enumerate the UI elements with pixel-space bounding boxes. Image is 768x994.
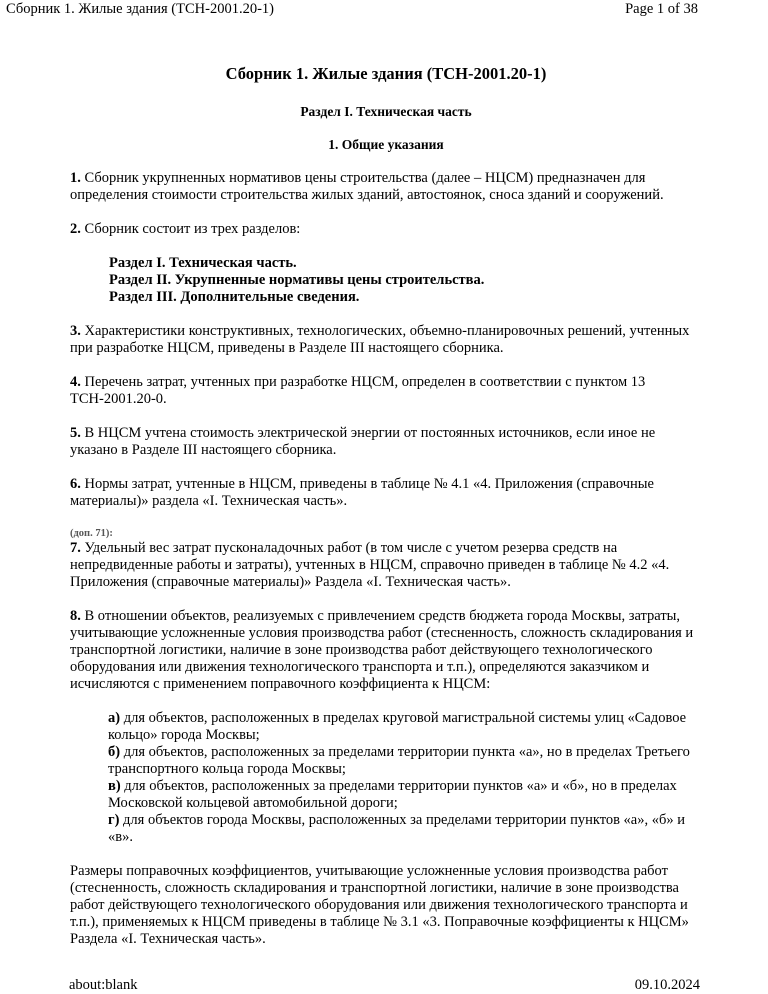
paragraph-number: 8.	[70, 608, 81, 624]
paragraph-text: Характеристики конструктивных, технологических, объемно-планировочных решений, учтенных при разработке НЦСМ, приведены в Разделе III настоящего сборника.	[70, 323, 690, 356]
zone-list-item	[108, 812, 702, 846]
zone-text: для объектов, расположенных за пределами территории пунктов «а» и «б», но в пределах Московской кольцевой автомобильной дороги;	[108, 778, 677, 811]
zone-list-item	[108, 710, 702, 744]
paragraph-4	[70, 374, 702, 408]
paragraph-8	[70, 608, 702, 693]
paragraph-3	[70, 323, 702, 357]
zone-text: для объектов, расположенных в пределах круговой магистральной системы улиц «Садовое кольцо» города Москвы;	[108, 710, 687, 743]
page-number: Page 1 of 38	[625, 1, 698, 17]
paragraph-text: В НЦСМ учтена стоимость электрической энергии от постоянных источников, если иное не указано в Разделе III настоящего сборника.	[70, 425, 656, 458]
subsection-title: 1. Общие указания	[328, 137, 444, 152]
zone-letter: г)	[108, 812, 120, 828]
document-body	[70, 64, 702, 965]
zone-text: для объектов города Москвы, расположенных за пределами территории пунктов «а», «б» и «в».	[108, 812, 686, 845]
zone-list-item	[108, 778, 702, 812]
zone-letter: б)	[108, 744, 121, 760]
paragraph-text: Перечень затрат, учтенных при разработке НЦСМ, определен в соответствии с пунктом 13 ТСН-2001.20-0.	[70, 374, 646, 407]
zone-letter: в)	[108, 778, 121, 794]
paragraph-text: Удельный вес затрат пусконаладочных работ (в том числе с учетом резерва средств на непредвиденные работы и затраты), учтенных в НЦСМ, справочно приведен в таблице № 4.2 «4. Приложения (справочные материалы)» Раздела «I. Техническая часть».	[70, 540, 670, 590]
paragraph-9: Размеры поправочных коэффициентов, учитывающие усложненные условия производства работ (стесненность, сложность складирования и транспортной логистики, наличие в зоне производства работ действующего технологического оборудования или движения технологического транспорта и т.п.), применяемых к НЦСМ приведены в таблице № 3.1 «3. Поправочные коэффициенты к НЦСМ» Раздела «I. Техническая часть».	[70, 863, 689, 947]
paragraph-number: 2.	[70, 221, 81, 237]
paragraph-text: В отношении объектов, реализуемых с привлечением средств бюджета города Москвы, затраты, учитывающие усложненные условия производства работ (стесненность, сложность складирования и транспортной логистики, наличие в зоне производства работ действующего технологического оборудования или движения технологического транспорта и т.п.), определяются заказчиком и исчисляются с применением поправочного коэффициента к НЦСМ:	[70, 608, 694, 692]
amendment-note: (доп. 71):	[70, 528, 113, 539]
paragraph-6	[70, 476, 702, 510]
sections-list-item: Раздел III. Дополнительные сведения.	[109, 289, 360, 305]
zone-letter: а)	[108, 710, 121, 726]
paragraph-7	[70, 540, 702, 591]
paragraph-number: 1.	[70, 170, 81, 186]
document-title: Сборник 1. Жилые здания (ТСН-2001.20-1)	[225, 64, 547, 83]
paragraph-1	[70, 170, 702, 204]
zone-list	[108, 710, 702, 846]
paragraph-number: 5.	[70, 425, 81, 441]
paragraph-number: 7.	[70, 540, 81, 556]
paragraph-text: Сборник укрупненных нормативов цены строительства (далее – НЦСМ) предназначен для определения стоимости строительства жилых зданий, автостоянок, сноса зданий и сооружений.	[70, 170, 664, 203]
paragraph-2	[70, 221, 702, 238]
section-title: Раздел I. Техническая часть	[300, 104, 472, 119]
sections-list-item: Раздел II. Укрупненные нормативы цены строительства.	[109, 272, 485, 288]
sections-list-item: Раздел I. Техническая часть.	[109, 255, 297, 271]
zone-list-item	[108, 744, 702, 778]
paragraph-number: 4.	[70, 374, 81, 390]
paragraph-5	[70, 425, 702, 459]
paragraph-number: 6.	[70, 476, 81, 492]
paragraph-text: Сборник состоит из трех разделов:	[80, 221, 301, 237]
paragraph-number: 3.	[70, 323, 81, 339]
page-footer-date: 09.10.2024	[634, 977, 700, 993]
zone-text: для объектов, расположенных за пределами территории пункта «а», но в пределах Третьего транспортного кольца города Москвы;	[108, 744, 690, 777]
page-footer-url: about:blank	[69, 977, 138, 993]
paragraph-text: Нормы затрат, учтенные в НЦСМ, приведены в таблице № 4.1 «4. Приложения (справочные материалы)» раздела «I. Техническая часть».	[70, 476, 654, 509]
page-header-title: Сборник 1. Жилые здания (ТСН-2001.20-1)	[6, 1, 274, 17]
sections-list	[109, 255, 702, 306]
